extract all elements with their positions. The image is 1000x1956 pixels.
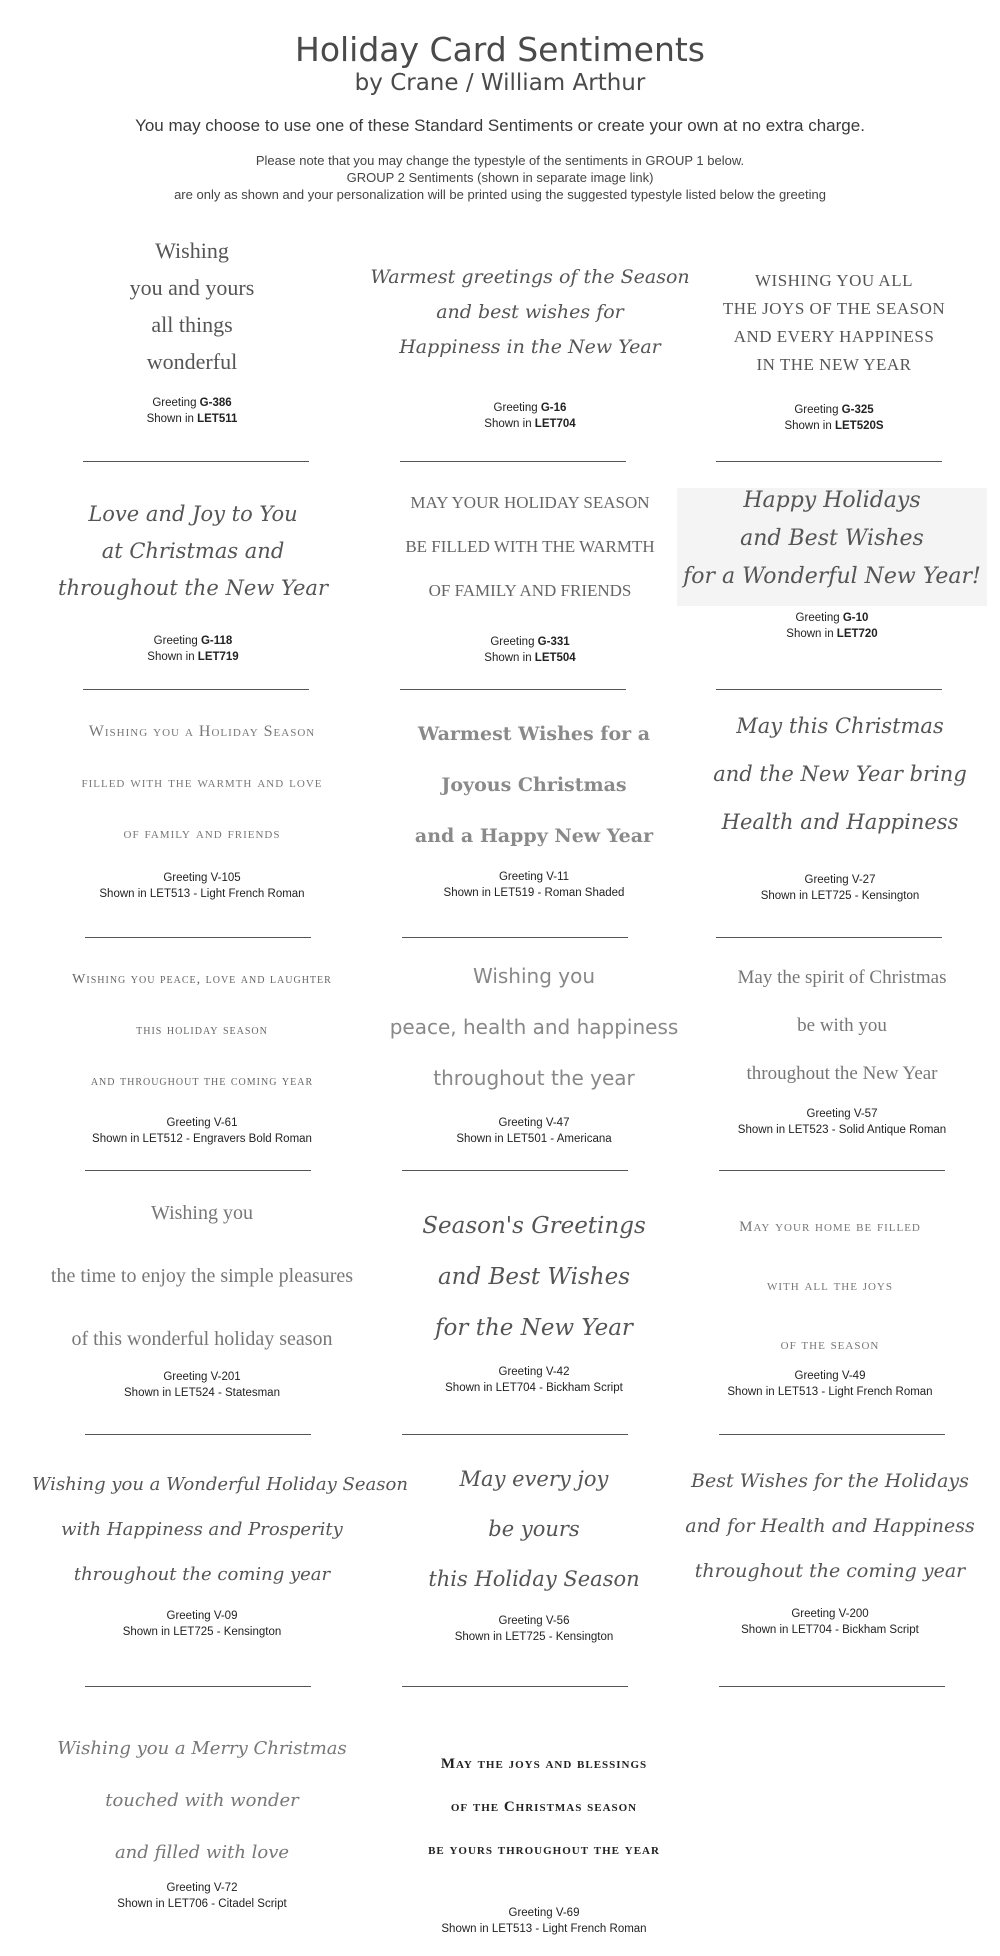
note-line: GROUP 2 Sentiments (shown in separate image link) [346, 170, 654, 185]
sentiment-card[interactable] [364, 1469, 704, 1645]
sentiment-line: BE FILLED WITH THE WARMTH [405, 537, 655, 556]
font-info: Shown in LET725 - Kensington [122, 1626, 282, 1638]
sentiment-line: Warmest greetings of the Season [370, 266, 690, 288]
font-info: Shown in LET513 - Light French Roman [727, 1386, 933, 1398]
greeting-code: Greeting G-16 [493, 402, 567, 414]
sentiment-line: be yours [488, 1517, 580, 1541]
font-info: Shown in LET725 - Kensington [454, 1631, 614, 1643]
sentiment-line: throughout the coming year [694, 1560, 966, 1582]
font-info: Shown in LET501 - Americana [456, 1133, 612, 1145]
divider [716, 937, 942, 938]
font-info: Shown in LET704 [484, 418, 576, 430]
note-line: Please note that you may change the typestyle of the sentiments in GROUP 1 below. [255, 153, 745, 168]
sentiment-text [364, 1215, 704, 1364]
sentiment-line: WISHING YOU ALL [755, 271, 913, 290]
sentiment-text [683, 490, 981, 604]
sentiment-line: May the spirit of Christmas [737, 967, 947, 988]
sentiment-text [32, 724, 372, 870]
intro-text: You may choose to use one of these Standard Sentiments or create your own at no extra charge. [135, 116, 865, 135]
sentiment-line: you and yours [129, 275, 255, 300]
sentiment-line: for the New Year [435, 1315, 633, 1341]
sentiment-line: touched with wonder [105, 1790, 299, 1811]
sentiment-text [670, 716, 1000, 860]
sentiment-line: throughout the New Year [746, 1063, 938, 1084]
sentiment-card[interactable] [662, 488, 1000, 642]
sentiment-text [660, 1220, 1000, 1368]
sentiment-line: throughout the New Year [58, 576, 328, 600]
sentiment-text [374, 1757, 714, 1905]
sentiment-line: this Holiday Season [428, 1567, 640, 1591]
sentiment-text [364, 725, 704, 869]
sentiment-line: and best wishes for [436, 301, 624, 323]
sentiment-text [32, 973, 372, 1115]
sentiment-line: and the New Year bring [713, 762, 967, 786]
sentiment-line: AND EVERY HAPPINESS [733, 327, 935, 346]
sentiment-line: throughout the coming year [73, 1564, 331, 1585]
sentiment-line: Happy Holidays [743, 488, 921, 513]
font-info: Shown in LET519 - Roman Shaded [443, 887, 625, 899]
sentiment-text [32, 1203, 372, 1369]
divider [402, 1434, 628, 1435]
sentiment-line: Happiness in the New Year [399, 336, 661, 358]
divider [83, 689, 309, 690]
greeting-code: Greeting V-72 [166, 1882, 238, 1894]
sentiment-line: of this wonderful holiday season [71, 1328, 333, 1350]
sentiment-line: Joyous Christmas [441, 774, 627, 796]
sentiment-card[interactable] [670, 716, 1000, 904]
sentiment-card[interactable] [360, 268, 700, 432]
note-line: are only as shown and your personalization will be printed using the suggested typestyle listed below the greeting [174, 187, 826, 202]
divider [85, 937, 311, 938]
font-info: Shown in LET704 - Bickham Script [741, 1624, 919, 1636]
font-info: Shown in LET524 - Statesman [124, 1387, 280, 1399]
sentiment-text [364, 966, 704, 1115]
sentiment-line: the time to enjoy the simple pleasures [50, 1265, 354, 1287]
greeting-code: Greeting G-118 [153, 635, 233, 647]
greeting-code: Greeting V-105 [163, 872, 241, 884]
sentiment-text [23, 504, 363, 615]
sentiment-text [660, 1472, 1000, 1606]
greeting-code: Greeting V-56 [498, 1615, 570, 1627]
sentiment-line: at Christmas and [101, 539, 285, 563]
font-info: Shown in LET725 - Kensington [760, 890, 920, 902]
sentiment-line: MAY YOUR HOLIDAY SEASON [410, 493, 650, 512]
font-info: Shown in LET513 - Light French Roman [441, 1923, 647, 1935]
greeting-code: Greeting G-325 [794, 404, 874, 416]
sentiment-card[interactable] [22, 240, 362, 427]
greeting-code: Greeting V-47 [498, 1117, 570, 1129]
font-info: Shown in LET504 [484, 652, 576, 664]
sentiment-text [360, 494, 700, 626]
font-info: Shown in LET719 [147, 651, 239, 663]
greeting-code: Greeting V-200 [791, 1608, 869, 1620]
font-info: Shown in LET523 - Solid Antique Roman [737, 1124, 947, 1136]
divider [85, 1170, 311, 1171]
sentiment-line: peace, health and happiness [389, 1015, 679, 1039]
sentiment-line: OF FAMILY AND FRIENDS [428, 581, 632, 600]
divider [400, 689, 626, 690]
sentiment-text [664, 272, 1000, 384]
font-info: Shown in LET704 - Bickham Script [445, 1382, 623, 1394]
sentiment-line: Season's Greetings [422, 1213, 646, 1239]
sentiment-line: be with you [797, 1015, 887, 1036]
sentiment-line: Health and Happiness [721, 810, 959, 834]
font-info: Shown in LET513 - Light French Roman [99, 888, 305, 900]
sentiment-line: all things [151, 312, 233, 337]
divider [402, 937, 628, 938]
page-title: Holiday Card Sentiments [295, 30, 705, 69]
page-subtitle: by Crane / William Arthur [354, 70, 646, 96]
sentiment-line: Love and Joy to You [88, 502, 298, 526]
sentiment-line: be yours throughout the year [428, 1842, 660, 1858]
divider [400, 461, 626, 462]
sentiment-line: with all the joys [766, 1278, 893, 1294]
sentiment-line: with Happiness and Prosperity [61, 1519, 343, 1540]
sentiment-card[interactable] [364, 966, 704, 1147]
greeting-code: Greeting V-11 [498, 871, 570, 883]
sentiment-card[interactable] [672, 968, 1000, 1138]
sentiment-line: Wishing you [472, 964, 596, 988]
sentiment-line: and for Health and Happiness [685, 1515, 975, 1537]
sentiment-card[interactable] [364, 725, 704, 901]
divider [716, 461, 942, 462]
sentiment-line: and filled with love [114, 1842, 290, 1863]
font-info: Shown in LET720 [786, 628, 878, 640]
sentiment-text [22, 240, 362, 388]
divider [719, 1686, 945, 1687]
greeting-code: Greeting V-69 [508, 1907, 580, 1919]
sentiment-line: Wishing you a Merry Christmas [57, 1738, 347, 1759]
sentiment-line: May your home be filled [739, 1219, 921, 1235]
greeting-code: Greeting G-386 [152, 397, 232, 409]
sentiment-text [364, 1469, 704, 1613]
sentiment-card[interactable] [32, 724, 372, 902]
sentiment-line: of family and friends [123, 825, 281, 842]
divider [83, 461, 309, 462]
greeting-code: Greeting V-201 [163, 1371, 241, 1383]
sentiment-line: of the season [780, 1337, 880, 1353]
sentiment-line: and a Happy New Year [414, 825, 654, 847]
sentiment-card[interactable] [660, 1220, 1000, 1400]
divider [719, 1170, 945, 1171]
sentiment-line: Wishing you a Holiday Season [88, 723, 316, 740]
sentiment-line: Wishing you peace, love and laughter [72, 972, 332, 987]
greeting-code: Greeting V-27 [804, 874, 876, 886]
greeting-code: Greeting V-61 [166, 1117, 238, 1129]
sentiment-card[interactable] [664, 272, 1000, 434]
sentiment-card[interactable] [364, 1215, 704, 1396]
sentiment-line: May every joy [459, 1467, 609, 1491]
divider [402, 1170, 628, 1171]
greeting-code: Greeting G-331 [490, 636, 570, 648]
divider [716, 689, 942, 690]
sentiment-line: of the Christmas season [450, 1799, 638, 1815]
sentiment-line: May this Christmas [736, 714, 944, 738]
sentiment-text [360, 268, 700, 373]
sentiment-line: and Best Wishes [740, 526, 924, 551]
font-info: Shown in LET520S [784, 420, 884, 432]
sentiment-line: for a Wonderful New Year! [683, 564, 981, 589]
sentiment-card[interactable] [32, 1474, 408, 1640]
sentiment-line: Best Wishes for the Holidays [691, 1470, 969, 1492]
sentiment-line: THE JOYS OF THE SEASON [722, 299, 946, 318]
sentiment-line: Wishing you a Wonderful Holiday Season [32, 1474, 408, 1495]
sentiment-line: this holiday season [136, 1023, 268, 1038]
greeting-code: Greeting V-49 [794, 1370, 866, 1382]
sentiment-card[interactable] [660, 1472, 1000, 1638]
sentiment-line: Warmest Wishes for a [417, 723, 651, 745]
divider [719, 1434, 945, 1435]
divider [85, 1434, 311, 1435]
sentiment-line: Wishing you [151, 1202, 253, 1224]
sentiment-text [32, 1474, 408, 1608]
sentiment-text [32, 1740, 372, 1880]
divider [402, 1686, 628, 1687]
sentiment-line: wonderful [146, 349, 238, 374]
sentiment-line: IN THE NEW YEAR [756, 355, 912, 374]
sentiment-line: throughout the year [433, 1066, 635, 1090]
sentiment-card[interactable] [374, 1757, 714, 1937]
sentiment-image [677, 488, 987, 606]
sentiment-line: and Best Wishes [437, 1264, 631, 1290]
sentiment-line: May the joys and blessings [440, 1756, 648, 1772]
font-info: Shown in LET511 [146, 413, 238, 425]
greeting-code: Greeting V-42 [498, 1366, 570, 1378]
greeting-code: Greeting G-10 [795, 612, 869, 624]
sentiment-line: Wishing [155, 238, 229, 263]
greeting-code: Greeting V-57 [806, 1108, 878, 1120]
greeting-code: Greeting V-09 [166, 1610, 238, 1622]
sentiment-card[interactable] [23, 504, 363, 665]
font-info: Shown in LET706 - Citadel Script [117, 1898, 287, 1910]
sentiment-line: and throughout the coming year [90, 1074, 314, 1089]
divider [85, 1686, 311, 1687]
font-info: Shown in LET512 - Engravers Bold Roman [92, 1133, 312, 1145]
sentiment-card[interactable] [32, 973, 372, 1147]
sentiment-card[interactable] [360, 494, 700, 666]
sentiment-card[interactable] [32, 1203, 372, 1401]
sentiment-text [672, 968, 1000, 1106]
sentiment-card[interactable] [32, 1740, 372, 1912]
sentiment-line: filled with the warmth and love [81, 774, 323, 791]
